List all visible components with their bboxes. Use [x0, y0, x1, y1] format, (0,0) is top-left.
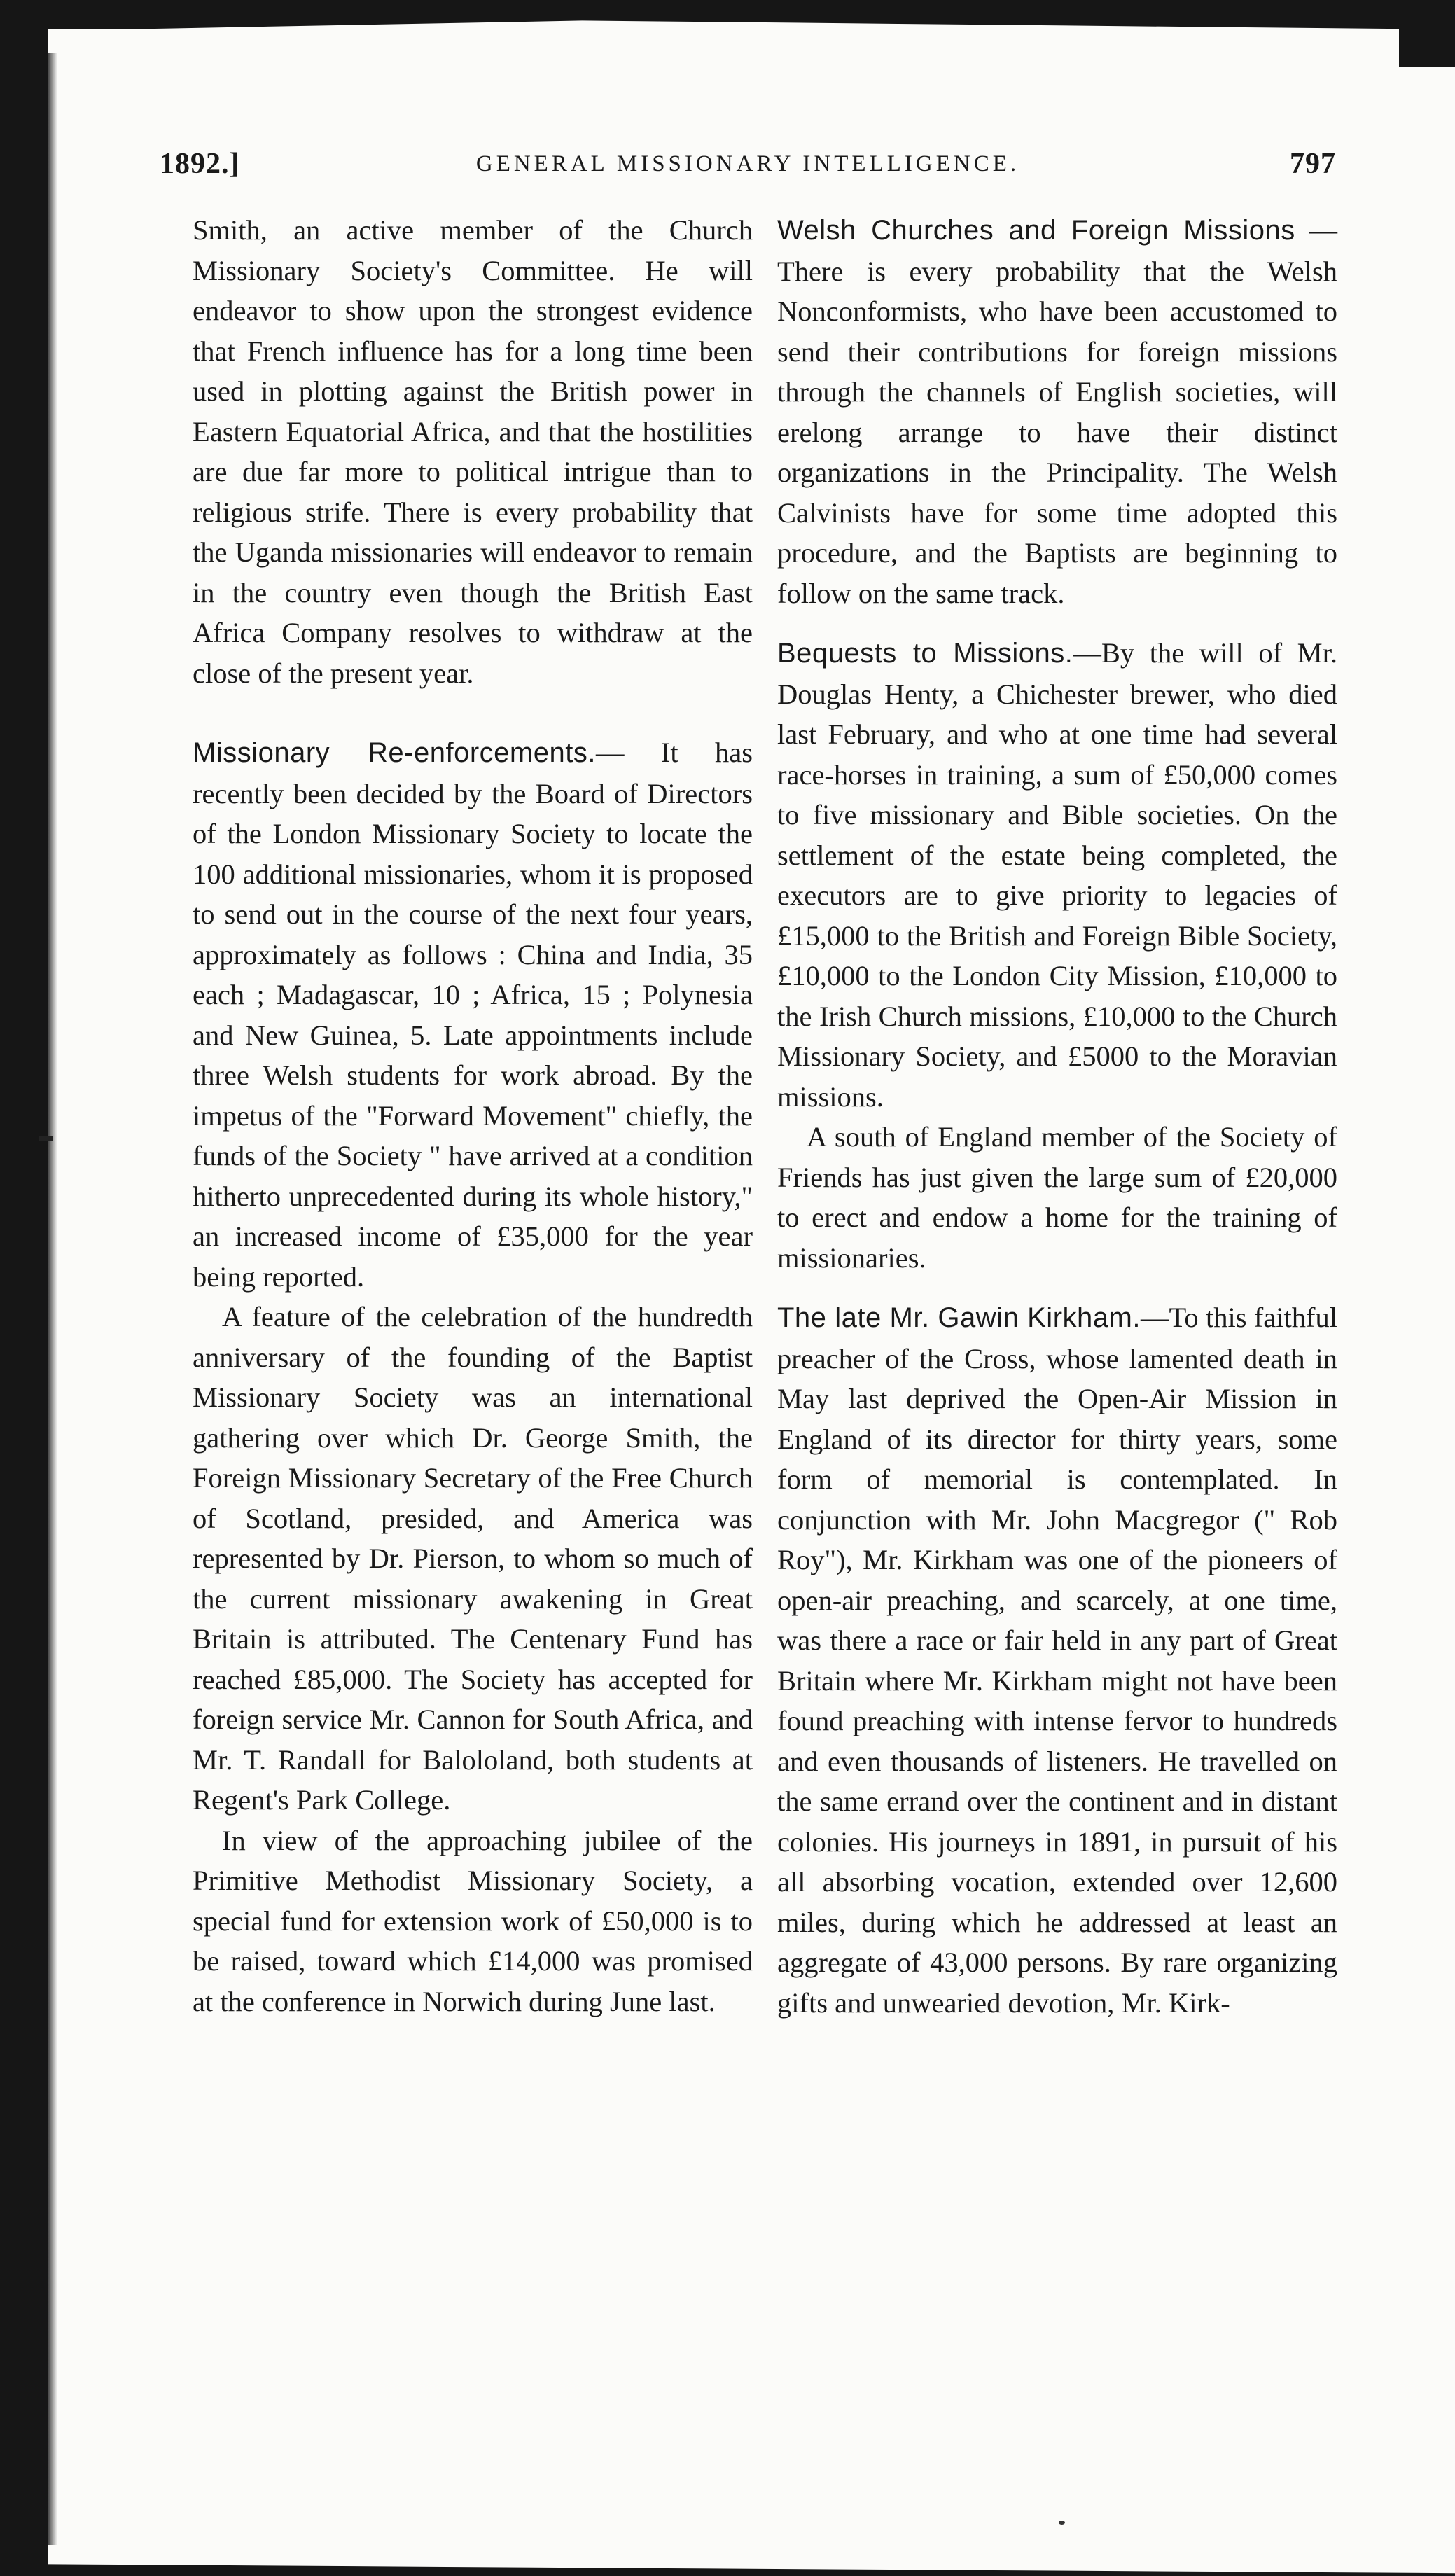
paragraph: Smith, an active member of the Church Missionary Society's Committee. He will endeavor to show upon the strongest evidence that French influence has for a long time been used in plotting against the British power in Eastern Equatorial Africa, and that the hostilities are due far more to political intrigue than to religious strife. There is every probability that the Uganda missionaries will endeavor to remain in the country even though the British East Africa Company resolves to withdraw at the close of the present year.	[193, 214, 753, 689]
paragraph	[777, 1297, 1337, 2023]
section-heading: Bequests to Missions.	[777, 638, 1073, 669]
page-number: 797	[1290, 148, 1336, 180]
paragraph: In view of the approaching jubilee of the Primitive Methodist Missionary Society, a special fund for extension work of £50,000 is to be raised, toward which £14,000 was promised at the conference in Norwich during June last.	[193, 1824, 753, 2017]
paragraph-text: — It has recently been decided by the Board of Directors of the London Missionary Society to locate the 100 additional missionaries, whom it is proposed to send out in the course of the next four years, approximately as follows : China and India, 35 each ; Madagascar, 10 ; Africa, 15 ; Polynesia and New Guinea, 5. Late appointments include three Welsh students for work abroad. By the impetus of the "Forward Movement" chiefly, the funds of the Society " have arrived at a condition hitherto unprecedented during its whole history," an increased income of £35,000 for the year being reported.	[193, 737, 753, 1293]
section-heading: The late Mr. Gawin Kirkham.	[777, 1302, 1141, 1333]
ink-speck	[1059, 2521, 1065, 2525]
paragraph	[193, 732, 753, 1297]
section-heading: Missionary Re-enforcements.	[193, 737, 596, 768]
paragraph-text: —By the will of Mr. Douglas Henty, a Chichester brewer, who died last February, and who at one time had several race-horses in training, a sum of £50,000 comes to five missionary and Bible societies. On the settlement of the estate being completed, the executors are to give priority to legacies of £15,000 to the British and Foreign Bible Society, £10,000 to the London City Mission, £10,000 to the Irish Church missions, £10,000 to the Church Missionary Society, and £5000 to the Moravian missions.	[777, 637, 1338, 1113]
running-head-year: 1892.]	[160, 148, 240, 180]
scan-border-corner	[1399, 0, 1455, 67]
scan-shadow-left	[48, 53, 57, 2545]
paragraph	[777, 210, 1337, 613]
section-heading: Welsh Churches and Foreign Missions	[777, 215, 1295, 246]
right-column	[777, 210, 1337, 2023]
scan-border-left	[0, 0, 48, 2576]
running-head-title: GENERAL MISSIONARY INTELLIGENCE.	[475, 151, 1020, 176]
paragraph-text: —To this faithful preacher of the Cross, whose lamented death in May last deprived the Open-Air Mission in England of its director for thirty years, some form of memorial is contemplated. In conjunction with Mr. John Macgregor (" Rob Roy"), Mr. Kirkham was one of the pioneers of open-air preaching, and scarcely, at one time, was there a race or fair held in any part of Great Britain where Mr. Kirkham might not have been found preaching with intense fervor to hundreds and even thousands of listeners. He travelled on the same errand over the continent and in distant colonies. His journeys in 1891, in pursuit of his all absorbing vocation, extended over 12,600 miles, during which he addressed at least an aggregate of 43,000 persons. By rare organizing gifts and unwearied devotion, Mr. Kirk-	[777, 1302, 1338, 2019]
edge-mark	[39, 1136, 53, 1141]
paragraph: A south of England member of the Society of Friends has just given the large sum of £20,000 to erect and endow a home for the training of missionaries.	[777, 1121, 1337, 1274]
paragraph	[777, 633, 1337, 1117]
left-column	[193, 210, 753, 2021]
paragraph: A feature of the celebration of the hundredth anniversary of the founding of the Baptist Missionary Society was an international gathering over which Dr. George Smith, the Foreign Missionary Secretary of the Free Church of Scotland, presided, and America was represented by Dr. Pierson, to whom so much of the current missionary awakening in Great Britain is attributed. The Centenary Fund has reached £85,000. The Society has accepted for foreign service Mr. Cannon for South Africa, and Mr. T. Randall for Balololand, both students at Regent's Park College.	[193, 1301, 753, 1816]
running-head	[160, 147, 1336, 189]
paragraph-text: —There is every probability that the Welsh Nonconformists, who have been accustomed to send their contributions for foreign missions through the channels of English societies, will erelong arrange to have their distinct organizations in the Principality. The Welsh Calvinists have for some time adopted this procedure, and the Baptists are beginning to follow on the same track.	[777, 214, 1337, 609]
